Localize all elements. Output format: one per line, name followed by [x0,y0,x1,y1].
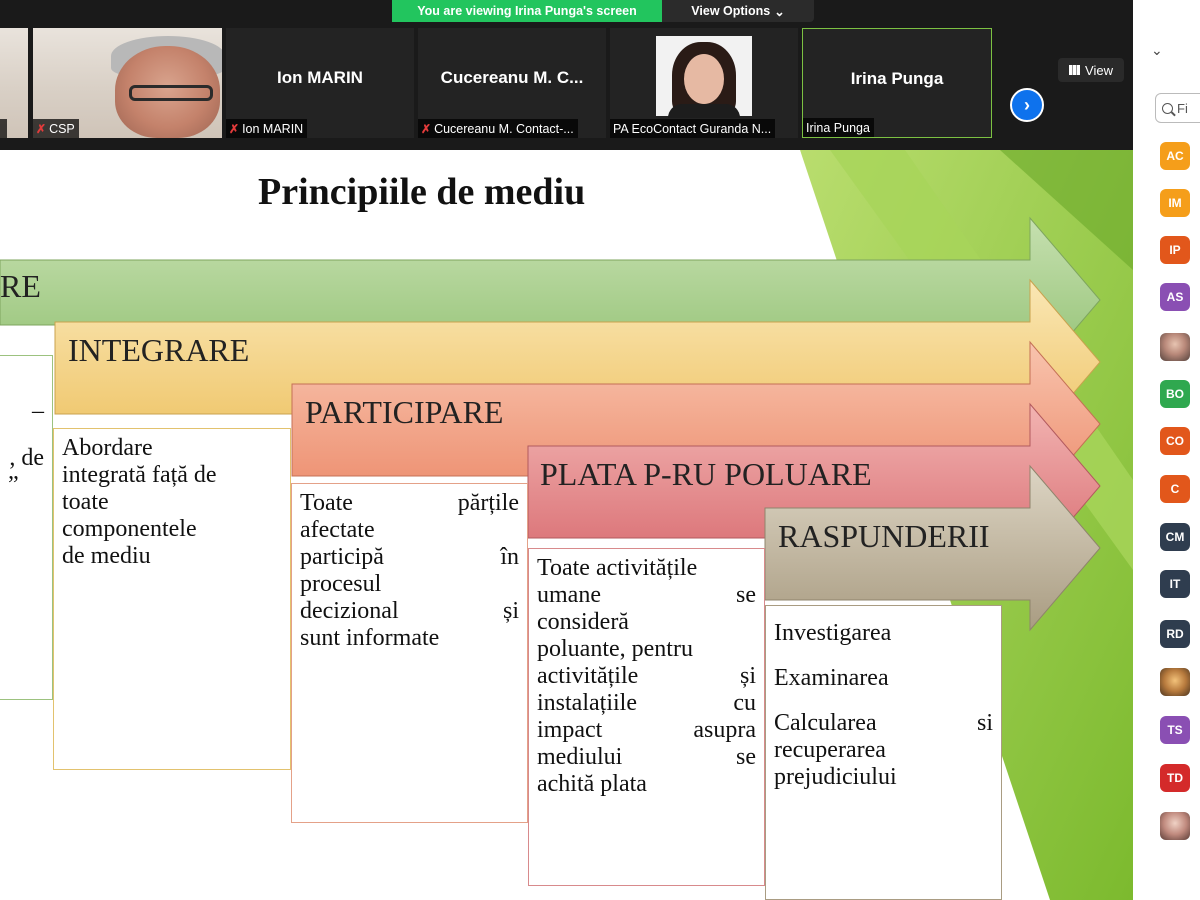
principle-box [765,605,1002,900]
video-strip [0,22,1133,150]
box-text: asupra [693,717,756,743]
participant-avatar[interactable]: CO [1160,427,1190,455]
box-text: Toate activitățile [537,555,698,581]
box-line [774,710,993,737]
box-text: integrată față de [62,462,217,488]
box-text: toate [62,489,109,515]
view-options-button[interactable] [662,0,814,22]
participant-avatar[interactable]: IM [1160,189,1190,217]
participant-avatar[interactable]: RD [1160,620,1190,648]
box-text: prejudiciului [774,764,897,790]
participant-label: PA EcoContact Guranda N... [610,119,775,138]
box-text: Calcularea [774,710,877,736]
box-text: și [739,663,756,689]
participant-avatar[interactable]: BO [1160,380,1190,408]
box-text: Investigarea [774,620,892,646]
mic-muted-icon: ✗ [36,121,47,136]
box-text: umane [537,582,601,608]
participant-label: ✗ CSP [33,119,79,138]
view-label: View [1085,62,1113,78]
arrow-label: RASPUNDERII [778,518,990,554]
participant-label: ✗ Ion MARIN [226,119,307,138]
box-text: Toate [300,490,353,516]
grid-icon [1069,65,1080,75]
principle-box [528,548,765,886]
participant-label [0,119,7,138]
video-tile-active-speaker[interactable] [802,28,992,138]
participant-avatar-photo[interactable] [1160,333,1190,361]
view-button[interactable] [1058,58,1124,82]
participant-name: Ion MARIN [277,68,363,87]
box-text: consideră [537,609,629,635]
screen-share-banner [392,0,814,22]
participant-avatar[interactable]: TD [1160,764,1190,792]
participant-body [668,104,740,118]
participant-avatar-photo[interactable] [1160,812,1190,840]
box-text: afectate [300,517,375,543]
box-line [537,555,756,582]
box-text: ” [8,472,19,498]
video-tile[interactable] [0,28,28,138]
participant-avatar[interactable]: IP [1160,236,1190,264]
participant-avatar-photo[interactable] [1160,668,1190,696]
box-text: decizional [300,598,399,624]
box-text: cu [733,690,756,716]
box-line [537,636,756,663]
video-tile[interactable] [226,28,414,138]
box-line [300,517,519,544]
view-options-label: View Options [691,4,771,18]
slide-title: Principiile de mediu [258,171,586,213]
participant-label: ✗ Cucereanu M. Contact-... [418,119,578,138]
box-line [300,598,519,625]
shared-slide [0,150,1133,900]
box-text: recuperarea [774,737,886,763]
mic-muted-icon: ✗ [229,121,240,136]
principle-box [291,483,528,823]
box-text: participă [300,544,384,570]
box-text: , de [9,445,44,471]
chevron-right-icon: › [1024,94,1030,115]
participants-panel [1133,0,1200,900]
video-tile[interactable] [610,28,798,138]
participant-avatar[interactable]: CM [1160,523,1190,551]
box-line [300,571,519,598]
participant-avatar[interactable]: AC [1160,142,1190,170]
arrow-label: PARTICIPARE [305,394,504,430]
chevron-down-icon[interactable]: ⌄ [1151,42,1163,58]
arrow-label: RE [0,268,41,304]
box-line [537,663,756,690]
box-text: activitățile [537,663,639,689]
box-line [537,609,756,636]
box-text: în [500,544,519,570]
box-line [537,717,756,744]
box-line [537,582,756,609]
participant-name: Cucereanu M. C... [440,68,584,87]
box-text: impact [537,717,603,743]
box-text: Abordare [62,435,153,461]
participant-avatar[interactable]: IT [1160,570,1190,598]
participant-glasses [129,85,213,101]
box-text: – [32,398,44,424]
next-page-button[interactable] [1010,88,1044,122]
box-line [300,625,519,652]
box-line [537,744,756,771]
chevron-down-icon: ⌄ [774,4,785,19]
participant-face [684,54,724,104]
box-line [774,764,993,791]
arrow-label: INTEGRARE [68,332,250,368]
principle-box [0,355,53,700]
search-icon [1162,103,1173,114]
box-text: achită plata [537,771,647,797]
box-text: de mediu [62,543,151,569]
box-text: componentele [62,516,197,542]
find-placeholder: Fi [1177,100,1188,116]
box-text: se [736,744,756,770]
participant-avatar[interactable]: C [1160,475,1190,503]
box-line [774,737,993,764]
mic-muted-icon: ✗ [421,121,432,136]
box-text: si [976,710,993,736]
viewing-screen-text: You are viewing Irina Punga's screen [392,0,662,22]
box-text: poluante, pentru [537,636,693,662]
video-tile[interactable] [33,28,222,138]
box-line [300,490,519,517]
box-line [537,690,756,717]
principle-box [53,428,291,770]
participant-label: Irina Punga [803,118,874,137]
video-tile[interactable] [418,28,606,138]
box-line [537,771,756,798]
box-text: procesul [300,571,382,597]
participant-avatar[interactable]: AS [1160,283,1190,311]
box-text: instalațiile [537,690,637,716]
box-text: Examinarea [774,665,889,691]
arrow-label: PLATA P-RU POLUARE [540,456,872,492]
find-participant-input[interactable] [1155,93,1200,123]
participant-avatar[interactable]: TS [1160,716,1190,744]
participant-name: Irina Punga [850,69,944,88]
box-line [300,544,519,571]
box-text: părțile [457,490,519,516]
box-text: mediului [537,744,623,770]
box-text: și [502,598,519,624]
box-text: sunt informate [300,625,440,651]
box-text: se [736,582,756,608]
